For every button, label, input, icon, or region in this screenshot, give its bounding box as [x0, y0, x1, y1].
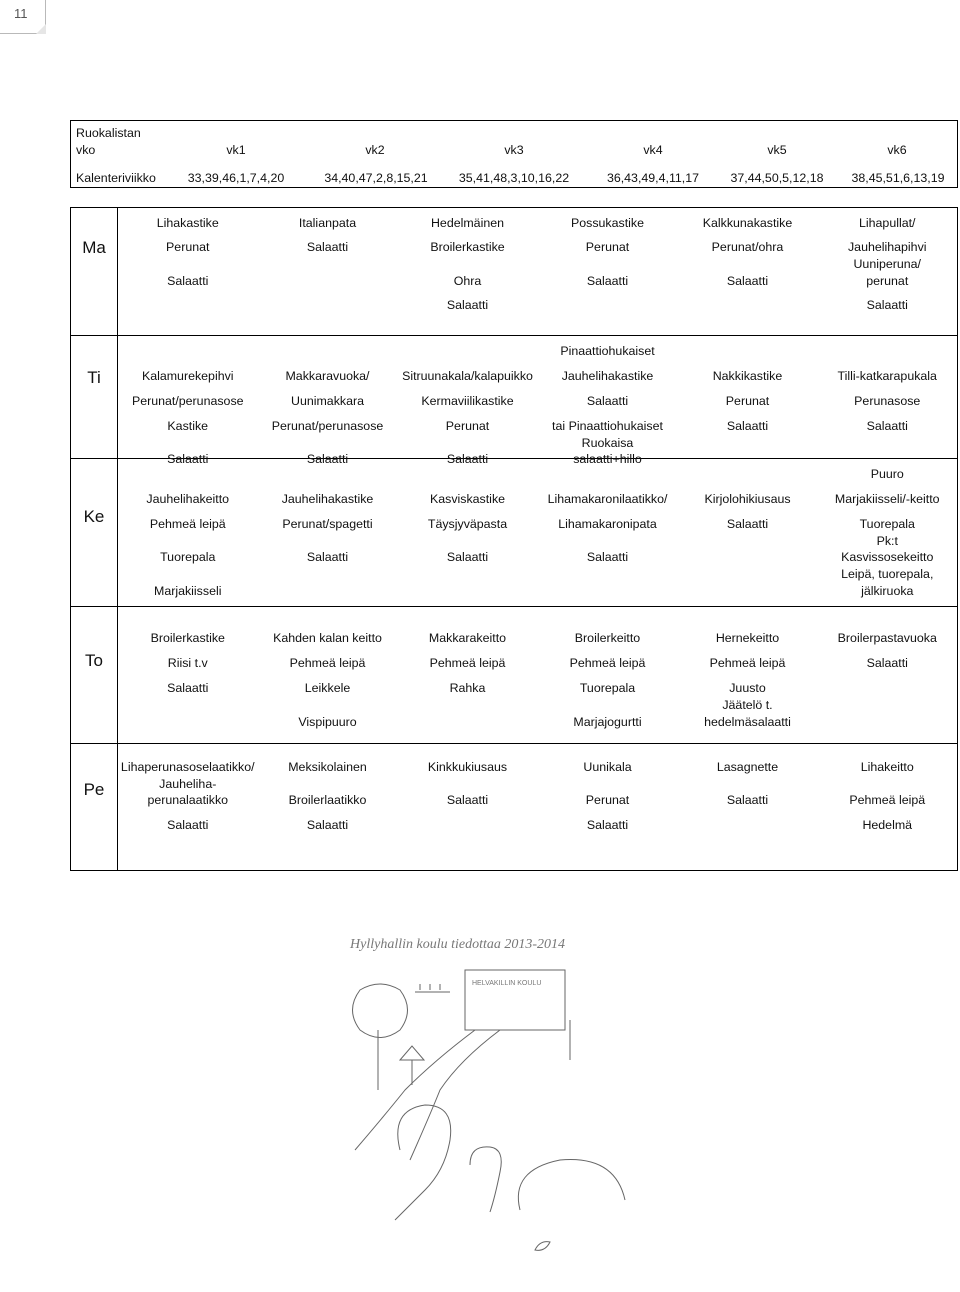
- menu-item-text: Italianpata: [298, 216, 357, 230]
- page-number-tab: [0, 0, 46, 34]
- day-row-ti: [71, 336, 958, 459]
- menu-cell: [258, 459, 398, 607]
- menu-cell: [258, 744, 398, 871]
- menu-item-text: Perunat: [166, 240, 210, 254]
- menu-cell: [538, 208, 678, 336]
- menu-item-text: Vispipuuro: [298, 715, 357, 729]
- menu-item-text: Broilerkeitto: [574, 631, 641, 645]
- menu-item-text: Salaatti: [446, 550, 489, 564]
- spacer-cell: [71, 188, 958, 208]
- menu-item-text: Salaatti: [866, 298, 908, 312]
- day-row-pe: [71, 744, 958, 871]
- menu-item-text: Perunat/ohra: [711, 240, 784, 254]
- menu-item-text: Salaatti: [167, 681, 209, 695]
- menu-item-text: Lihamakaronipata: [558, 517, 657, 531]
- menu-item-text: Nakkikastike: [712, 369, 783, 383]
- menu-cell: [678, 208, 818, 336]
- menu-item-text: Salaatti: [586, 550, 629, 564]
- menu-cell: [258, 208, 398, 336]
- lunch-menu-table: [70, 120, 958, 871]
- week-3-label: vk3: [504, 143, 524, 157]
- menu-cell: [118, 607, 258, 744]
- menu-item-text: Perunat: [445, 419, 490, 433]
- day-label-cell: [71, 208, 118, 336]
- day-row-ke: [71, 459, 958, 607]
- day-row-to: [71, 607, 958, 744]
- menu-item-text: Salaatti: [866, 656, 908, 670]
- menu-cell: [398, 744, 538, 871]
- menu-cell: [398, 459, 538, 607]
- calendar-weeks-4: 36,43,49,4,11,17: [606, 171, 700, 185]
- menu-item-text: Lasagnette: [716, 760, 779, 774]
- menu-item-text: Uunimakkara: [291, 394, 364, 408]
- drawing-caption: Hyllyhallin koulu tiedottaa 2013-2014: [350, 937, 566, 952]
- menu-item-text: Marjakiisseli: [154, 584, 222, 598]
- menu-item-text: Kasviskastike: [429, 492, 506, 506]
- menu-item-text: Tuorepala: [859, 517, 915, 531]
- menu-cell: [118, 744, 258, 871]
- school-drawing: [340, 930, 630, 1285]
- header-title: Ruokalistan: [76, 126, 141, 140]
- menu-item-text: Pehmeä leipä: [569, 656, 646, 670]
- menu-item-text: Lihaperunasoselaatikko/: [120, 760, 255, 774]
- dog-1: [395, 1105, 451, 1220]
- menu-item-text: Pehmeä leipä: [289, 656, 366, 670]
- menu-cell: [118, 208, 258, 336]
- menu-item-text: Tuorepala: [579, 681, 636, 695]
- menu-item-text: Riisi t.v: [167, 656, 208, 670]
- menu-item-text: Salaatti: [586, 818, 629, 832]
- menu-cell: [398, 607, 538, 744]
- menu-item-text: Salaatti: [726, 517, 769, 531]
- menu-cell: [398, 336, 538, 466]
- school-building: [465, 970, 565, 1030]
- menu-item-text: Tilli-katkarapukala: [837, 369, 937, 383]
- menu-item-text: Hedelmä: [862, 818, 913, 832]
- menu-item-text: Makkarakeitto: [428, 631, 507, 645]
- menu-item-text: salaatti+hillo: [573, 452, 642, 466]
- menu-item-text: Jauheliha-: [159, 777, 217, 791]
- header-week-label: vko: [76, 143, 96, 157]
- day-label: To: [85, 651, 103, 670]
- menu-item-text: Jauhelihapihvi: [847, 240, 927, 254]
- menu-item-text: perunat: [866, 274, 909, 288]
- menu-item-text: Leikkele: [304, 681, 351, 695]
- menu-item-text: Salaatti: [446, 793, 489, 807]
- menu-cell: [818, 208, 958, 336]
- menu-item-text: Salaatti: [586, 274, 629, 288]
- path-left-edge: [355, 1030, 475, 1150]
- menu-item-text: Uunikala: [583, 760, 632, 774]
- menu-item-text: Salaatti: [306, 240, 349, 254]
- week-2-label: vk2: [365, 143, 385, 157]
- menu-cell: [678, 459, 818, 607]
- menu-item-text: Possukastike: [570, 216, 644, 230]
- menu-item-text: Pinaattiohukaiset: [560, 344, 655, 358]
- menu-item-text: Juusto: [729, 681, 766, 695]
- calendar-weeks-6: 38,45,51,6,13,19: [851, 171, 945, 185]
- menu-item-text: Kermaviilikastike: [421, 394, 514, 408]
- menu-item-text: Lihakeitto: [860, 760, 914, 774]
- menu-item-text: Pehmeä leipä: [849, 793, 926, 807]
- menu-item-text: Salaatti: [446, 298, 489, 312]
- menu-cell: [818, 336, 958, 459]
- menu-item-text: Broilerkastike: [430, 240, 505, 254]
- menu-item-text: Kalamurekepihvi: [141, 369, 234, 383]
- menu-item-text: Kalkkunakastike: [702, 216, 793, 230]
- menu-item-text: Salaatti: [586, 394, 629, 408]
- menu-cell: [678, 607, 818, 744]
- menu-item-text: Perunat/spagetti: [282, 517, 373, 531]
- tree-crown-2: [518, 1160, 625, 1211]
- menu-item-text: Salaatti: [306, 550, 349, 564]
- calendar-weeks-1: 33,39,46,1,7,4,20: [187, 171, 285, 185]
- menu-cell: [818, 744, 958, 871]
- day-label-cell: [71, 744, 118, 871]
- menu-item-text: hedelmäsalaatti: [704, 715, 791, 729]
- path-right-edge: [410, 1030, 500, 1160]
- day-row-ma: [71, 208, 958, 336]
- menu-item-text: Pehmeä leipä: [709, 656, 786, 670]
- menu-item-text: Tuorepala: [160, 550, 216, 564]
- menu-item-text: Kastike: [167, 419, 209, 433]
- menu-cell: [538, 744, 678, 871]
- header-cell: [71, 121, 958, 188]
- menu-item-text: Perunat: [725, 394, 770, 408]
- menu-item-text: Salaatti: [726, 274, 769, 288]
- menu-item-text: Perunat: [585, 793, 630, 807]
- menu-cell: [818, 607, 958, 744]
- week-1-label: vk1: [226, 143, 246, 157]
- menu-cell: [118, 459, 258, 607]
- spacer-row: [71, 188, 958, 208]
- day-label-cell: [71, 336, 118, 459]
- menu-item-text: Jauhelihakeitto: [146, 492, 230, 506]
- calendar-week-label: Kalenteriviikko: [76, 171, 156, 185]
- day-label: Ke: [83, 507, 105, 526]
- menu-item-text: Marjakiisseli/-keitto: [834, 492, 940, 506]
- menu-item-text: Ruokaisa: [581, 436, 634, 450]
- calendar-weeks-3: 35,41,48,3,10,16,22: [458, 171, 570, 185]
- menu-cell: [118, 336, 258, 466]
- menu-cell: [258, 336, 398, 466]
- menu-cell: [538, 336, 678, 466]
- warning-sign: [400, 1046, 424, 1060]
- menu-item-text: Salaatti: [866, 419, 908, 433]
- day-label-cell: [71, 607, 118, 744]
- calendar-weeks-5: 37,44,50,5,12,18: [730, 171, 824, 185]
- menu-item-text: Hedelmäinen: [430, 216, 504, 230]
- menu-item-text: Makkaravuoka/: [285, 369, 370, 383]
- calendar-weeks-2: 34,40,47,2,8,15,21: [324, 171, 428, 185]
- menu-item-text: Kinkkukiusaus: [427, 760, 508, 774]
- menu-cell: [398, 208, 538, 336]
- menu-item-text: Sitruunakala/kalapuikko: [402, 369, 533, 383]
- menu-item-text: Salaatti: [167, 818, 209, 832]
- menu-item-text: tai Pinaattiohukaiset: [552, 419, 663, 433]
- tree-crown-1: [353, 984, 408, 1038]
- menu-item-text: Broilerpastavuoka: [837, 631, 937, 645]
- menu-item-text: Pehmeä leipä: [149, 517, 226, 531]
- header-row: [71, 121, 958, 188]
- menu-item-text: Perunat: [585, 240, 630, 254]
- menu-item-text: Salaatti: [726, 419, 769, 433]
- menu-cell: [678, 744, 818, 871]
- menu-item-text: Kahden kalan keitto: [273, 631, 382, 645]
- menu-item-text: Marjajogurtti: [573, 715, 642, 729]
- menu-item-text: Salaatti: [306, 818, 349, 832]
- menu-item-text: Salaatti: [446, 452, 489, 466]
- menu-cell: [818, 459, 958, 607]
- day-label: Ti: [87, 368, 101, 387]
- menu-item-text: Kasvissosekeitto: [841, 550, 934, 564]
- menu-cell: [258, 607, 398, 744]
- menu-item-text: Pk:t: [876, 534, 898, 548]
- menu-item-text: Salaatti: [726, 793, 769, 807]
- day-label-cell: [71, 459, 118, 607]
- menu-item-text: Meksikolainen: [288, 760, 367, 774]
- menu-cell: [538, 459, 678, 607]
- menu-item-text: Puuro: [870, 467, 904, 481]
- menu-item-text: Broilerlaatikko: [288, 793, 367, 807]
- dog-2: [470, 1147, 501, 1212]
- menu-item-text: Lihamakaronilaatikko/: [547, 492, 668, 506]
- menu-item-text: Salaatti: [167, 452, 209, 466]
- menu-item-text: Jäätelö t.: [722, 698, 773, 712]
- menu-item-text: Uuniperuna/: [853, 257, 921, 271]
- building-sign: HELVAKILLIN KOULU: [472, 980, 542, 987]
- menu-item-text: Jauhelihakastike: [561, 369, 654, 383]
- menu-item-text: Perunat/perunasose: [271, 419, 384, 433]
- menu-item-text: Salaatti: [306, 452, 349, 466]
- menu-item-text: Leipä, tuorepala,: [841, 567, 934, 581]
- menu-item-text: Salaatti: [167, 274, 209, 288]
- menu-item-text: Kirjolohikiusaus: [704, 492, 791, 506]
- mushroom: [535, 1242, 550, 1251]
- menu-item-text: Perunasose: [854, 394, 921, 408]
- menu-item-text: Hernekeitto: [715, 631, 780, 645]
- menu-item-text: Broilerkastike: [150, 631, 225, 645]
- menu-item-text: jälkiruoka: [861, 584, 914, 598]
- menu-item-text: perunalaatikko: [147, 793, 229, 807]
- menu-item-text: Pehmeä leipä: [429, 656, 506, 670]
- menu-cell: [678, 336, 818, 459]
- swing-set: [415, 984, 450, 992]
- menu-item-text: Rahka: [449, 681, 486, 695]
- menu-item-text: Lihakastike: [156, 216, 219, 230]
- day-label: Pe: [83, 780, 105, 799]
- week-6-label: vk6: [887, 143, 907, 157]
- week-4-label: vk4: [643, 143, 663, 157]
- menu-item-text: Jauhelihakastike: [281, 492, 374, 506]
- week-5-label: vk5: [767, 143, 787, 157]
- day-label: Ma: [82, 238, 106, 257]
- menu-item-text: Perunat/perunasose: [131, 394, 244, 408]
- menu-item-text: Lihapullat/: [859, 216, 916, 230]
- page-number: 11: [14, 6, 28, 21]
- menu-item-text: Ohra: [453, 274, 482, 288]
- menu-cell: [538, 607, 678, 744]
- menu-item-text: Täysjyväpasta: [427, 517, 508, 531]
